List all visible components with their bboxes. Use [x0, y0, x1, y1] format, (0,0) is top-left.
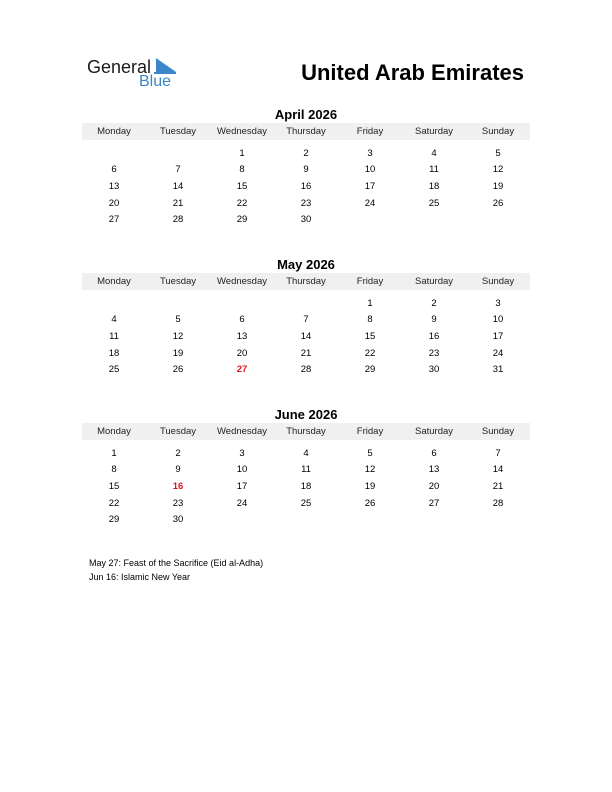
day-cell: 1: [111, 447, 117, 459]
day-cell: 30: [428, 364, 440, 376]
day-cell: 4: [303, 447, 309, 459]
day-cell: 7: [495, 447, 501, 459]
week-row: [82, 178, 530, 195]
month-april: [82, 106, 530, 228]
week-row: [82, 445, 530, 462]
weekday-label: Wednesday: [217, 126, 267, 137]
weekday-label: Monday: [97, 126, 131, 137]
holiday-day-cell: 16: [172, 480, 184, 492]
logo: [87, 56, 197, 92]
week-row: [82, 495, 530, 512]
day-cell: 24: [364, 197, 376, 209]
day-cell: 4: [431, 147, 437, 159]
week-row: [82, 462, 530, 479]
day-cell: 26: [492, 197, 504, 209]
week-row: [82, 162, 530, 179]
day-cell: 11: [109, 330, 119, 342]
day-cell: 12: [492, 164, 504, 176]
day-cell: 29: [108, 514, 120, 526]
day-cell: 17: [364, 180, 376, 192]
day-cell: 10: [364, 164, 376, 176]
day-cell: 1: [239, 147, 245, 159]
day-cell: 15: [108, 480, 120, 492]
day-cell: 23: [300, 197, 312, 209]
weekday-label: Saturday: [414, 126, 454, 137]
day-cell: 25: [428, 197, 440, 209]
day-cell: 8: [367, 314, 373, 326]
weekday-label: Saturday: [414, 426, 454, 437]
day-cell: 21: [492, 480, 504, 492]
day-cell: 25: [108, 364, 120, 376]
day-cell: 30: [172, 514, 184, 526]
weekday-label: Thursday: [286, 276, 326, 287]
day-cell: 29: [236, 214, 248, 226]
day-cell: 22: [364, 347, 376, 359]
day-cell: 22: [108, 497, 120, 509]
day-cell: 3: [495, 297, 501, 309]
day-cell: 26: [364, 497, 376, 509]
day-cell: 24: [236, 497, 248, 509]
day-cell: 5: [495, 147, 501, 159]
day-cell: 30: [300, 214, 312, 226]
day-cell: 3: [239, 447, 245, 459]
day-cell: 2: [431, 297, 437, 309]
day-cell: 14: [300, 330, 312, 342]
month-title: May 2026: [277, 257, 335, 272]
day-cell: 23: [172, 497, 184, 509]
weekday-label: Tuesday: [159, 276, 197, 287]
day-cell: 18: [300, 480, 312, 492]
weekday-label: Wednesday: [217, 426, 267, 437]
weekday-label: Thursday: [286, 426, 326, 437]
day-cell: 12: [172, 330, 184, 342]
day-cell: 10: [492, 314, 504, 326]
day-cell: 17: [236, 480, 248, 492]
weekday-label: Sunday: [481, 126, 515, 137]
weekday-header: [82, 123, 530, 140]
logo-text-blue: Blue: [139, 73, 172, 90]
day-cell: 8: [239, 164, 245, 176]
day-cell: 9: [431, 314, 437, 326]
day-cell: 6: [111, 164, 117, 176]
weekday-header: [82, 273, 530, 290]
holiday-day-cell: 27: [236, 364, 248, 376]
day-cell: 17: [492, 330, 504, 342]
day-cell: 5: [175, 314, 181, 326]
weekday-label: Wednesday: [217, 276, 267, 287]
weekday-label: Monday: [97, 276, 131, 287]
week-row: [82, 478, 530, 495]
day-cell: 4: [111, 314, 117, 326]
day-cell: 7: [303, 314, 309, 326]
month-weeks: [82, 145, 530, 228]
day-cell: 16: [428, 330, 440, 342]
week-row: [82, 312, 530, 329]
weekday-label: Monday: [97, 426, 131, 437]
week-row: [82, 345, 530, 362]
day-cell: 19: [172, 347, 184, 359]
month-june: [82, 406, 530, 528]
day-cell: 21: [300, 347, 312, 359]
day-cell: 6: [431, 447, 437, 459]
day-cell: 18: [108, 347, 120, 359]
day-cell: 20: [108, 197, 120, 209]
day-cell: 24: [492, 347, 504, 359]
day-cell: 15: [236, 180, 248, 192]
month-title: April 2026: [274, 107, 338, 122]
weekday-label: Friday: [356, 276, 384, 287]
day-cell: 14: [172, 180, 184, 192]
week-row: [82, 211, 530, 228]
month-weeks: [82, 445, 530, 528]
weekday-label: Friday: [356, 426, 384, 437]
weekday-header: [82, 423, 530, 440]
month-title: June 2026: [274, 407, 338, 422]
month-may: [82, 256, 530, 378]
day-cell: 2: [303, 147, 309, 159]
weekday-label: Tuesday: [159, 426, 197, 437]
day-cell: 11: [301, 464, 311, 476]
weekday-label: Tuesday: [159, 126, 197, 137]
day-cell: 10: [236, 464, 248, 476]
day-cell: 20: [236, 347, 248, 359]
week-row: [82, 328, 530, 345]
holiday-notes: [89, 556, 263, 584]
week-row: [82, 361, 530, 378]
day-cell: 25: [300, 497, 312, 509]
day-cell: 29: [364, 364, 376, 376]
day-cell: 7: [175, 164, 181, 176]
day-cell: 13: [428, 464, 440, 476]
week-row: [82, 145, 530, 162]
day-cell: 23: [428, 347, 440, 359]
day-cell: 18: [428, 180, 440, 192]
weekday-label: Saturday: [414, 276, 454, 287]
day-cell: 27: [428, 497, 440, 509]
day-cell: 11: [429, 164, 439, 176]
day-cell: 19: [364, 480, 376, 492]
day-cell: 9: [175, 464, 181, 476]
day-cell: 16: [300, 180, 312, 192]
day-cell: 12: [364, 464, 376, 476]
week-row: [82, 511, 530, 528]
day-cell: 2: [175, 447, 181, 459]
day-cell: 3: [367, 147, 373, 159]
day-cell: 27: [108, 214, 120, 226]
weekday-label: Thursday: [286, 126, 326, 137]
page-title: United Arab Emirates: [301, 60, 524, 85]
weekday-label: Sunday: [481, 276, 515, 287]
day-cell: 14: [492, 464, 504, 476]
day-cell: 22: [236, 197, 248, 209]
logo-text-general: General: [87, 57, 152, 77]
holiday-note: May 27: Feast of the Sacrifice (Eid al-Adha): [89, 558, 264, 568]
day-cell: 9: [303, 164, 309, 176]
day-cell: 8: [111, 464, 117, 476]
day-cell: 5: [367, 447, 373, 459]
day-cell: 6: [239, 314, 245, 326]
holiday-note: Jun 16: Islamic New Year: [89, 572, 191, 582]
day-cell: 28: [300, 364, 312, 376]
day-cell: 21: [172, 197, 184, 209]
week-row: [82, 195, 530, 212]
day-cell: 13: [108, 180, 120, 192]
week-row: [82, 295, 530, 312]
day-cell: 19: [492, 180, 504, 192]
day-cell: 1: [367, 297, 373, 309]
day-cell: 31: [492, 364, 504, 376]
day-cell: 13: [236, 330, 248, 342]
day-cell: 28: [492, 497, 504, 509]
weekday-label: Sunday: [481, 426, 515, 437]
day-cell: 28: [172, 214, 184, 226]
weekday-label: Friday: [356, 126, 384, 137]
day-cell: 26: [172, 364, 184, 376]
month-weeks: [82, 295, 530, 378]
day-cell: 20: [428, 480, 440, 492]
day-cell: 15: [364, 330, 376, 342]
